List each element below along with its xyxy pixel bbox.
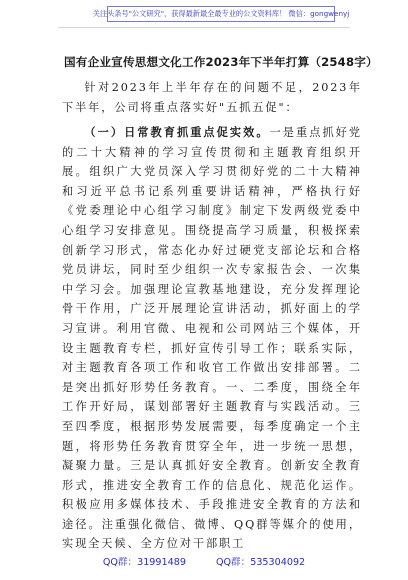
intro-paragraph	[62, 78, 362, 117]
section-1-heading: （一）日常教育抓重点促实效。	[84, 126, 270, 139]
document-title: 国有企业宣传思想文化工作2023年下半年打算（2548字）	[64, 55, 378, 69]
intro-text: 针对2023年上半年存在的问题不足，2023年下半年，公司将重点落实好"五抓五促"：	[62, 81, 362, 114]
footer-qq-group-1: QQ群：31991489	[102, 557, 186, 568]
footer	[0, 554, 408, 568]
header-banner: 关注头条号"公文研究"，获得最新最全最专业的公文资料库！ 微信：gongwenyj	[107, 6, 335, 22]
footer-qq-group-2: QQ群：535304092	[215, 557, 306, 568]
header-divider	[58, 27, 350, 28]
section-1-body: 一是重点抓好党的二十大精神的学习宣传贯彻和主题教育组织开展。组织广大党员深入学习贯彻好党的二十大精神和习近平总书记系列重要讲话精神，严格执行好《党委理论中心组学习制度》制定下发两级党委中心组学习安排意见。围绕提高学习质量，积极探索创新学习形式，常态化办好过硬党支部论坛和合格党员讲坛，同时至少组织一次专家报告会、一次集中学习会。加强理论宣教基地建设，充分发挥理论骨干作用，广泛开展理论宣讲活动，抓好面上的学习宣讲。利用官微、电视和公司网站三个媒体，开设主题教育专栏，抓好宣传引导工作；联系实际，对主题教育各项工作和收官工作做出安排部署。二是突出抓好形势任务教育。一、二季度，围绕全年工作开好局，谋划部署好主题教育与实践活动。三至四季度，根据形势发展需要，每季度确定一个主题，将形势任务教育贯穿全年，进一步统一思想，凝聚力量。三是认真抓好安全教育。创新安全教育形式，推进安全教育工作的信息化、规范化运作。积极应用多媒体技术、手段推进安全教育的方法和途径。注重强化微信、微博、QQ群等媒介的使用，实现全天候、全方位对干部职工	[62, 126, 362, 551]
section-1-paragraph	[62, 123, 362, 554]
